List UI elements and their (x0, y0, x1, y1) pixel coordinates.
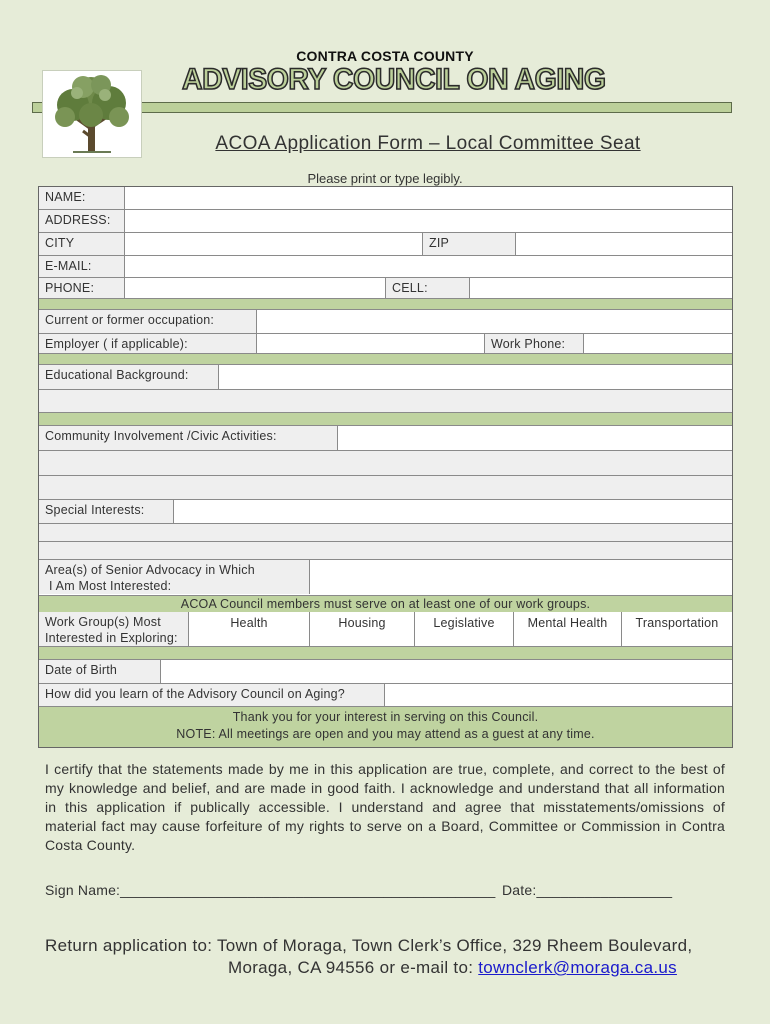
thanks-line2: NOTE: All meetings are open and you may attend as a guest at any time. (176, 727, 595, 741)
cell-field[interactable] (470, 278, 732, 298)
return-address-line1: Return application to: Town of Moraga, Town Clerk’s Office, 329 Rheem Boulevard, (45, 936, 693, 955)
work-group-mental-health[interactable]: Mental Health (514, 612, 622, 646)
zip-field[interactable] (516, 233, 732, 255)
work-phone-label: Work Phone: (485, 334, 584, 353)
work-group-label (39, 612, 189, 646)
community-field[interactable] (338, 426, 732, 450)
learn-row (39, 684, 732, 707)
email-link[interactable]: townclerk@moraga.ca.us (478, 958, 677, 977)
sign-name-line[interactable]: Sign Name:_______________________________________________ (45, 882, 496, 898)
dob-label: Date of Birth (39, 660, 161, 683)
return-address-line2 (228, 958, 677, 978)
address-field[interactable] (125, 210, 732, 232)
section-divider (39, 413, 732, 426)
phone-row (39, 278, 732, 299)
zip-label: ZIP (423, 233, 516, 255)
occupation-field[interactable] (257, 310, 732, 333)
print-instruction: Please print or type legibly. (307, 171, 463, 186)
education-row (39, 365, 732, 390)
special-extra-field[interactable] (39, 524, 732, 541)
address-row (39, 210, 732, 233)
application-form (38, 186, 733, 748)
cell-label: CELL: (386, 278, 470, 298)
date-line[interactable]: Date:_________________ (502, 882, 673, 898)
education-extra-row (39, 390, 732, 413)
work-group-note-row (39, 595, 732, 613)
phone-label: PHONE: (39, 278, 125, 298)
council-title: ADVISORY COUNCIL ON AGING (182, 63, 606, 96)
community-row (39, 426, 732, 451)
certification-statement: I certify that the statements made by me in this application are true, complete, and correct to the best of my knowledge and belief, and are made in good faith. I acknowledge and understand that all information in this application if publically accessible. I understand and agree that misstatements/omissions of material fact may cause forfeiture of my rights to serve on a Board, Committee or Commission in Contra Costa County. (45, 761, 725, 853)
work-group-housing[interactable]: Housing (310, 612, 415, 646)
community-extra-field[interactable] (39, 476, 732, 499)
email-field[interactable] (125, 256, 732, 277)
special-extra-row-2 (39, 542, 732, 560)
city-label: CITY (39, 233, 125, 255)
special-extra-row-1 (39, 524, 732, 542)
work-group-label-line1: Work Group(s) Most (45, 615, 161, 629)
name-row (39, 187, 732, 210)
occupation-row (39, 310, 732, 334)
special-interests-field[interactable] (174, 500, 732, 523)
special-extra-field[interactable] (39, 542, 732, 559)
work-phone-field[interactable] (584, 334, 732, 353)
thanks-row (39, 707, 732, 747)
special-interests-row (39, 500, 732, 524)
occupation-label: Current or former occupation: (39, 310, 257, 333)
work-group-label-line2: Interested in Exploring: (45, 631, 178, 645)
email-label: E-MAIL: (39, 256, 125, 277)
special-interests-label: Special Interests: (39, 500, 174, 523)
thanks-line1: Thank you for your interest in serving on this Council. (232, 710, 539, 724)
return-address-prefix: Moraga, CA 94556 or e-mail to: (228, 958, 479, 977)
employer-field[interactable] (257, 334, 485, 353)
advocacy-field[interactable] (310, 560, 732, 594)
dob-field[interactable] (161, 660, 732, 683)
community-label: Community Involvement /Civic Activities: (39, 426, 338, 450)
form-title: ACOA Application Form – Local Committee Seat (215, 133, 641, 154)
education-field[interactable] (219, 365, 732, 389)
work-group-transportation[interactable]: Transportation (622, 612, 732, 646)
dob-row (39, 660, 732, 684)
community-extra-field[interactable] (39, 451, 732, 475)
email-row (39, 256, 732, 278)
section-divider (39, 299, 732, 310)
community-extra-row-1 (39, 451, 732, 476)
advocacy-label-line2: I Am Most Interested: (49, 579, 172, 593)
advocacy-label (39, 560, 310, 594)
employer-label: Employer ( if applicable): (39, 334, 257, 353)
city-field[interactable] (125, 233, 423, 255)
learn-label: How did you learn of the Advisory Council on Aging? (39, 684, 385, 706)
city-zip-row (39, 233, 732, 256)
name-field[interactable] (125, 187, 732, 209)
work-group-row (39, 612, 732, 647)
education-label: Educational Background: (39, 365, 219, 389)
work-group-health[interactable]: Health (189, 612, 310, 646)
learn-field[interactable] (385, 684, 732, 706)
county-heading: CONTRA COSTA COUNTY (296, 48, 474, 64)
community-extra-row-2 (39, 476, 732, 500)
section-divider (39, 647, 732, 660)
work-group-legislative[interactable]: Legislative (415, 612, 514, 646)
work-group-note: ACOA Council members must serve on at least one of our work groups. (180, 597, 591, 611)
phone-field[interactable] (125, 278, 386, 298)
name-label: NAME: (39, 187, 125, 209)
section-divider (39, 354, 732, 365)
advocacy-label-line1: Area(s) of Senior Advocacy in Which (45, 563, 255, 577)
employer-row (39, 334, 732, 354)
advocacy-row (39, 560, 732, 594)
education-extra-field[interactable] (39, 390, 732, 412)
thanks-message (39, 707, 732, 747)
address-label: ADDRESS: (39, 210, 125, 232)
